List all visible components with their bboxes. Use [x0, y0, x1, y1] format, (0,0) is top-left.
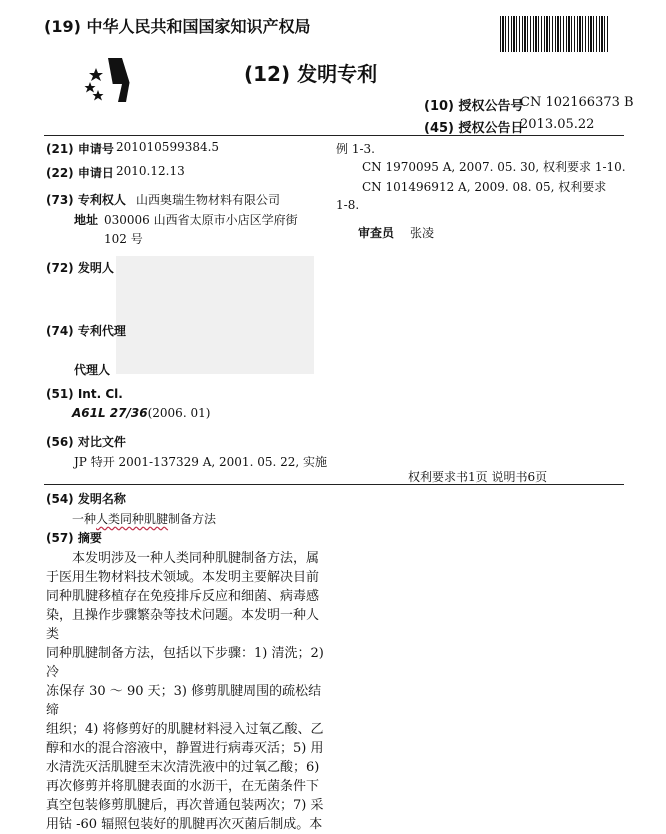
pub-date: 2013.05.22 — [520, 117, 595, 132]
title-suffix: 制备方法 — [168, 512, 217, 526]
abstract-line: 组织；4) 将修剪好的肌腱材料浸入过氧乙酸、乙 — [46, 722, 324, 737]
address-label: 地址 — [74, 213, 99, 227]
app-number: 201010599384.5 — [116, 140, 220, 154]
abstract-line: 再次修剪并将肌腱表面的水沥干，在无菌条件下 — [46, 779, 320, 794]
examiner-name: 张凌 — [410, 226, 435, 240]
agent-label: 代理人 — [74, 363, 111, 377]
references-label: (56) 对比文件 — [46, 435, 126, 449]
cnipa-logo — [82, 54, 146, 106]
abstract-line: 同种肌腱移植存在免疫排斥反应和细菌、病毒感 — [46, 589, 320, 604]
agency-label: (74) 专利代理 — [46, 324, 126, 338]
abstract-line: 本发明涉及一种人类同种肌腱制备方法，属 — [72, 551, 320, 566]
barcode — [500, 16, 610, 52]
app-number-label: (21) 申请号 — [46, 142, 114, 156]
reference-2: CN 1970095 A, 2007. 05. 30, 权利要求 1-10. — [362, 160, 626, 174]
abstract-line: 同种肌腱制备方法，包括以下步骤：1) 清洗；2) 冷 — [46, 646, 324, 680]
redacted-block — [116, 256, 314, 374]
section-rule — [44, 484, 624, 485]
abstract-line: 于医用生物材料技术领域。本发明主要解决目前 — [46, 570, 320, 585]
reference-3-line-1: CN 101496912 A, 2009. 08. 05, 权利要求 — [362, 180, 607, 194]
document-type: (12) 发明专利 — [244, 62, 378, 86]
abstract-label: (57) 摘要 — [46, 531, 102, 545]
abstract-line: 水清洗灭活肌腱至末次清洗液中的过氧乙酸；6) — [46, 760, 320, 775]
patentee-label: (73) 专利权人 — [46, 193, 126, 207]
abstract-line: 真空包装修剪肌腱后，再次普通包装两次；7) 采 — [46, 798, 324, 813]
abstract-line: 醇和水的混合溶液中，静置进行病毒灭活；5) 用 — [46, 741, 324, 756]
abstract-line: 用钴 -60 辐照包装好的肌腱再次灭菌后制成。本 — [46, 817, 323, 832]
reference-1: JP 特开 2001-137329 A, 2001. 05. 22, 实施 — [74, 455, 327, 469]
reference-3-line-2: 1-8. — [336, 198, 360, 212]
issuing-office: (19) 中华人民共和国国家知识产权局 — [44, 17, 311, 36]
address-line-2: 102 号 — [104, 232, 143, 246]
pub-number: CN 102166373 B — [520, 95, 634, 110]
abstract-line: 冻保存 30 ～ 90 天；3) 修剪肌腱周围的疏松结缔 — [46, 684, 322, 718]
patentee: 山西奥瑞生物材料有限公司 — [136, 193, 281, 207]
page-count: 权利要求书1页 说明书6页 — [408, 470, 548, 484]
inventor-label: (72) 发明人 — [46, 261, 114, 275]
examiner-label: 审查员 — [358, 226, 395, 240]
invention-title-label: (54) 发明名称 — [46, 492, 126, 506]
pub-date-label: (45) 授权公告日 — [424, 121, 524, 136]
reference-1-continued: 例 1-3. — [336, 142, 375, 156]
header-rule — [44, 135, 624, 136]
title-prefix: 一种 — [72, 512, 97, 526]
intcl-code: A61L 27/36 — [72, 406, 148, 420]
intcl-label: (51) Int. Cl. — [46, 387, 123, 401]
title-highlighted: 人类同种肌腱 — [96, 512, 169, 526]
intcl-classification — [72, 406, 210, 420]
address-line-1: 030006 山西省太原市小店区学府街 — [104, 213, 298, 227]
intcl-version: (2006. 01) — [147, 406, 211, 420]
pub-number-label: (10) 授权公告号 — [424, 99, 524, 114]
app-date: 2010.12.13 — [116, 164, 185, 178]
abstract-text — [46, 549, 328, 834]
invention-title — [72, 510, 216, 527]
abstract-line: 染，且操作步骤繁杂等技术问题。本发明一种人类 — [46, 608, 320, 642]
app-date-label: (22) 申请日 — [46, 166, 114, 180]
